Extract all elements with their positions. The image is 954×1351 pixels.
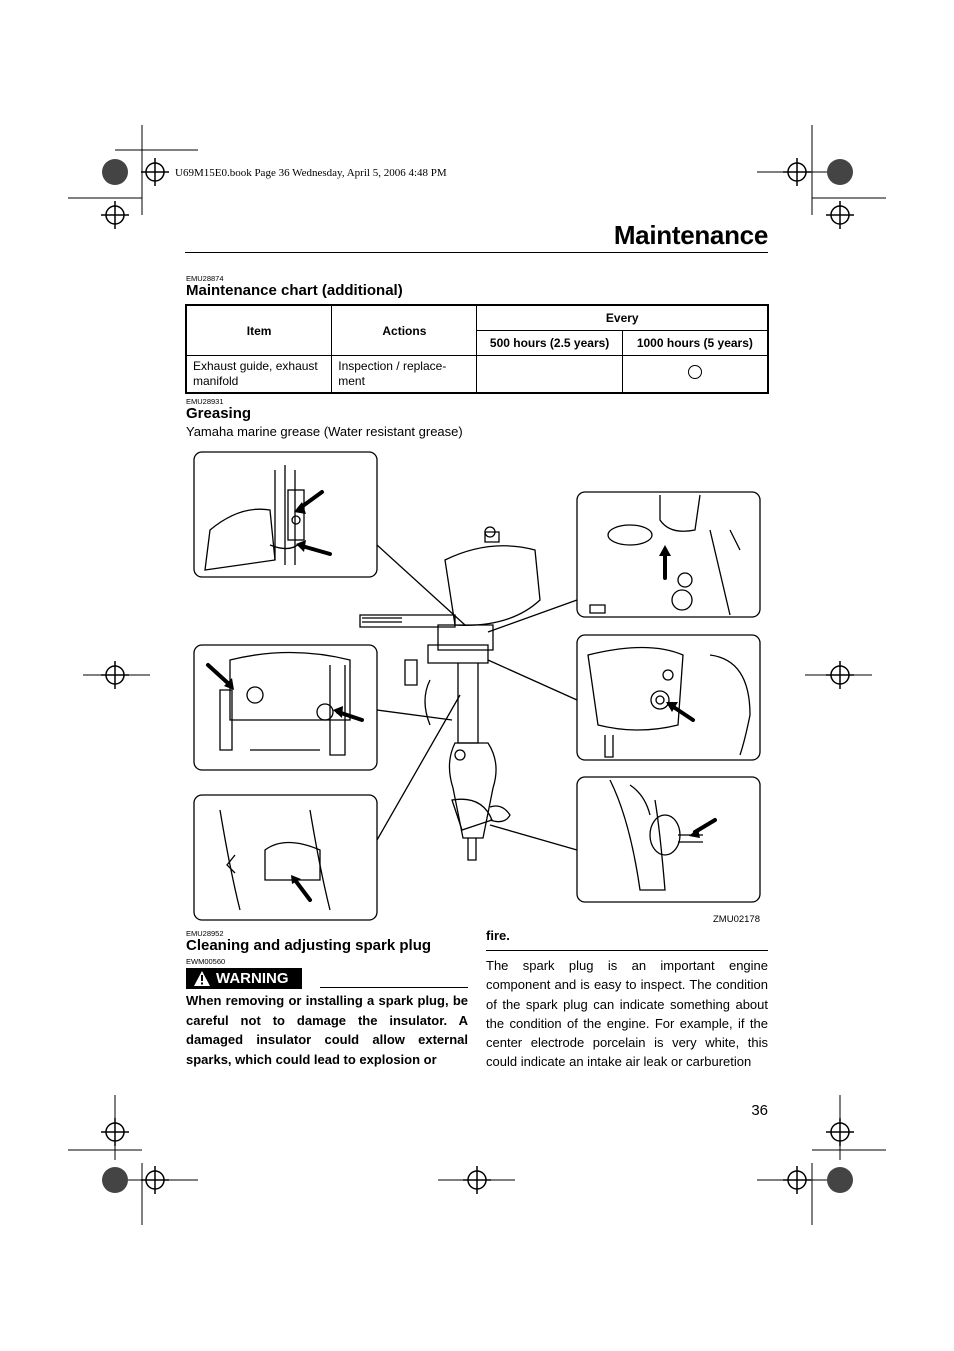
book-header-note: U69M15E0.book Page 36 Wednesday, April 5, 2006 4:48 PM	[175, 167, 447, 179]
cell-1000h	[622, 356, 768, 394]
page-number: 36	[751, 1102, 768, 1119]
title-rule	[185, 252, 768, 253]
warning-triangle-icon	[194, 971, 210, 986]
grease-type-text: Yamaha marine grease (Water resistant grease)	[186, 424, 463, 439]
cell-item: Exhaust guide, exhaust manifold	[186, 356, 332, 394]
section-code: EMU28931	[186, 397, 224, 406]
cell-500h	[477, 356, 622, 394]
warning-rule	[320, 987, 468, 988]
col-header-every: Every	[477, 305, 768, 331]
section-heading: Cleaning and adjusting spark plug	[186, 937, 432, 954]
page-title: Maintenance	[613, 220, 768, 250]
greasing-points-diagram	[190, 450, 765, 925]
warning-badge	[186, 968, 302, 989]
col-header-actions: Actions	[332, 305, 477, 356]
spark-plug-body-text: The spark plug is an important engine component and is easy to inspect. The condition of the spark plug can indicate something about the condition of the engine. For example, if the center electrode porcelain is very white, this could indicate an intake air leak or carburetion	[486, 958, 768, 1070]
figure-code: ZMU02178	[713, 914, 760, 925]
section-heading: Maintenance chart (additional)	[186, 282, 403, 299]
cell-action: Inspection / replace-ment	[332, 356, 477, 394]
table-row	[186, 356, 768, 394]
col-header-500h: 500 hours (2.5 years)	[477, 331, 622, 356]
section-code: EMU28874	[186, 274, 224, 283]
warning-label: WARNING	[216, 970, 289, 987]
col-header-item: Item	[186, 305, 332, 356]
warning-continued-text: fire.	[486, 928, 510, 943]
warning-end-rule	[486, 950, 768, 951]
section-heading: Greasing	[186, 405, 252, 422]
circle-mark-icon	[688, 365, 702, 379]
maintenance-chart-table	[185, 304, 769, 394]
section-code: EMU28952	[186, 929, 224, 938]
warning-text: When removing or installing a spark plug, be careful not to damage the insulator. A damaged insulator could allow external sparks, which could lead to explosion or	[186, 993, 468, 1067]
col-header-1000h: 1000 hours (5 years)	[622, 331, 768, 356]
warning-code: EWM00560	[186, 957, 226, 966]
